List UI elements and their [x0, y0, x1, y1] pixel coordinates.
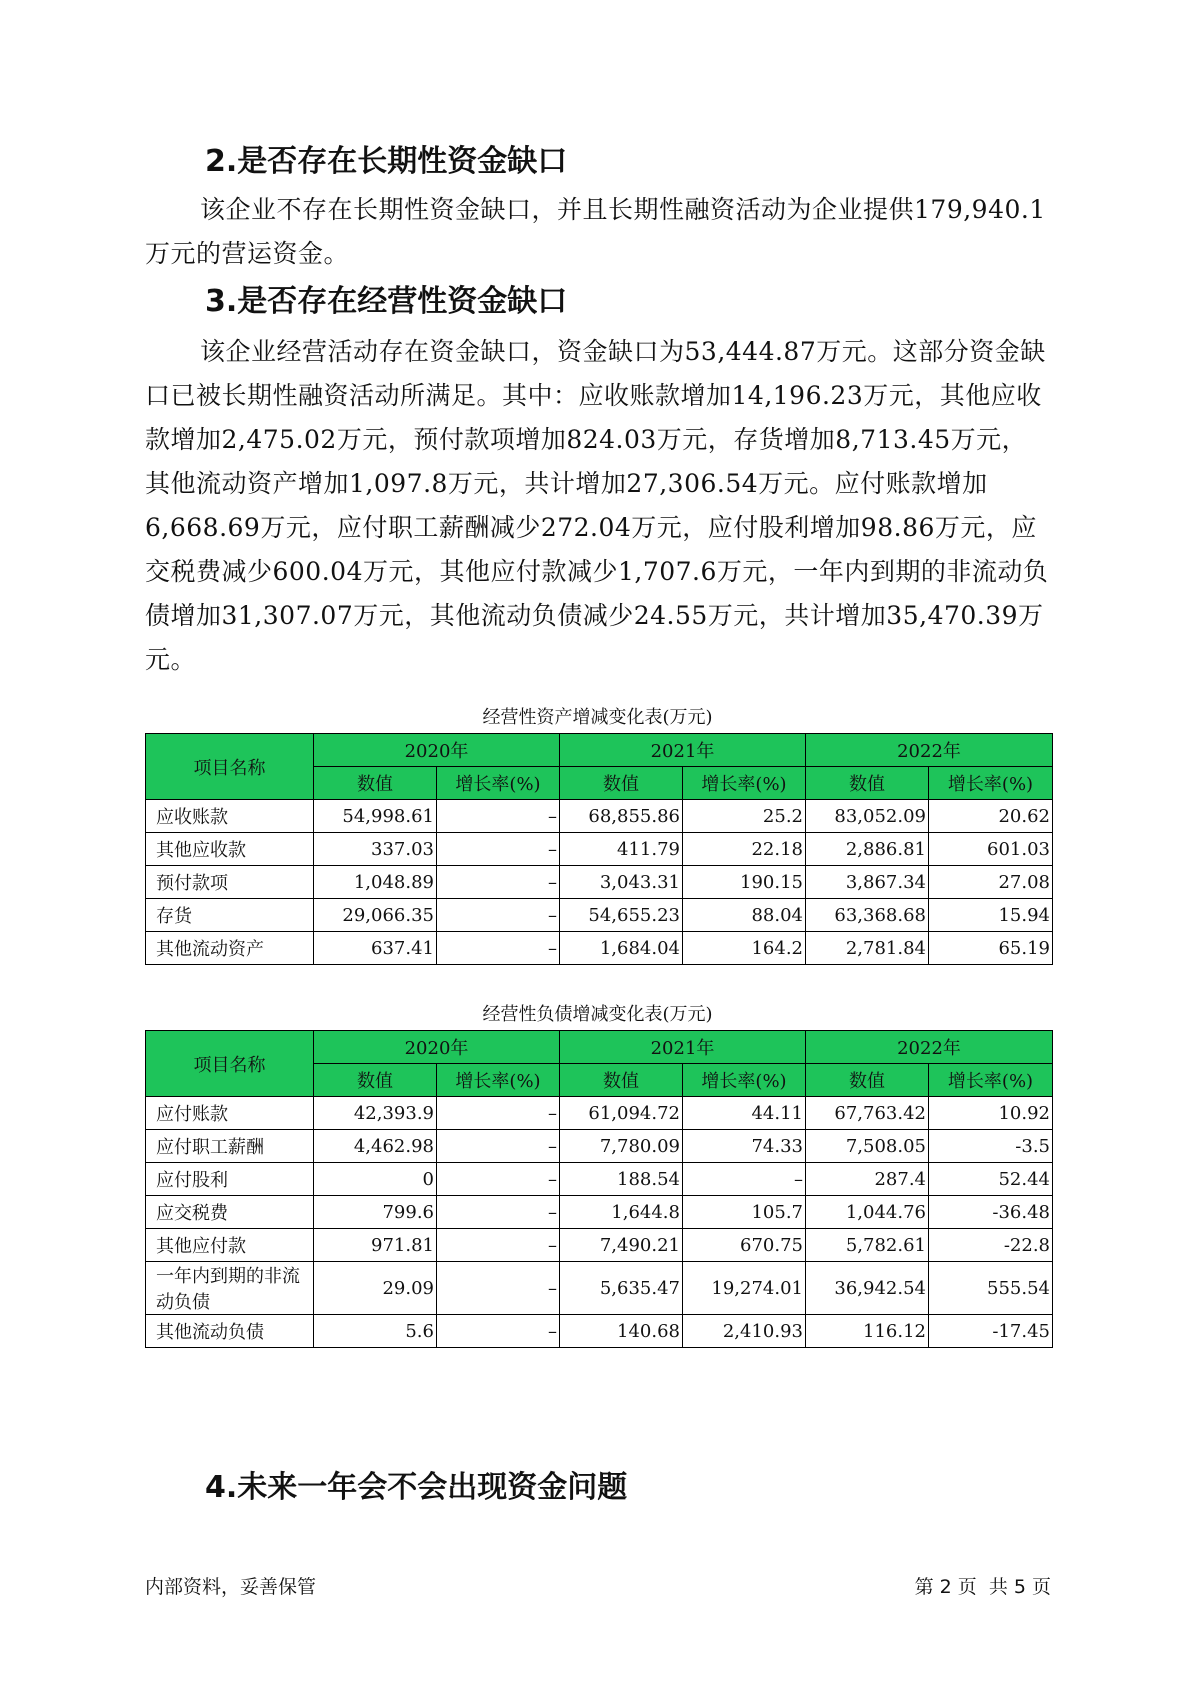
value-cell: 799.6 [314, 1196, 437, 1229]
value-cell: 411.79 [560, 833, 683, 866]
row-label: 一年内到期的非流动负债 [146, 1262, 314, 1315]
table-row [146, 1163, 1053, 1196]
value-cell: 1,644.8 [560, 1196, 683, 1229]
table-row [146, 1196, 1053, 1229]
asset-table-caption: 经营性资产增减变化表(万元) [482, 707, 713, 728]
row-label: 应付股利 [146, 1163, 314, 1196]
table-row [146, 866, 1053, 899]
growth-cell: – [437, 1262, 560, 1315]
growth-cell: 2,410.93 [683, 1315, 806, 1348]
growth-cell: 190.15 [683, 866, 806, 899]
header-growth: 增长率(%) [437, 767, 560, 800]
header-year: 2020年 [314, 734, 560, 767]
liability-table-caption: 经营性负债增减变化表(万元) [482, 1004, 713, 1025]
value-cell: 188.54 [560, 1163, 683, 1196]
value-cell: 42,393.9 [314, 1097, 437, 1130]
growth-cell: 601.03 [929, 833, 1053, 866]
value-cell: 5.6 [314, 1315, 437, 1348]
header-year: 2020年 [314, 1031, 560, 1064]
value-cell: 29.09 [314, 1262, 437, 1315]
section-heading-3: 3.是否存在经营性资金缺口 [205, 284, 568, 319]
value-cell: 287.4 [806, 1163, 929, 1196]
value-cell: 36,942.54 [806, 1262, 929, 1315]
row-label: 应交税费 [146, 1196, 314, 1229]
table-row [146, 1315, 1053, 1348]
liability-change-table [145, 1030, 1053, 1348]
row-label: 存货 [146, 899, 314, 932]
header-value: 数值 [314, 767, 437, 800]
header-value: 数值 [314, 1064, 437, 1097]
table-row [146, 899, 1053, 932]
growth-cell: 670.75 [683, 1229, 806, 1262]
growth-cell: 555.54 [929, 1262, 1053, 1315]
asset-change-table [145, 733, 1053, 965]
growth-cell: 27.08 [929, 866, 1053, 899]
growth-cell: – [437, 1163, 560, 1196]
growth-cell: 25.2 [683, 800, 806, 833]
table-row [146, 800, 1053, 833]
footer-confidential-note: 内部资料，妥善保管 [145, 1576, 317, 1598]
row-label: 其他应付款 [146, 1229, 314, 1262]
growth-cell: – [437, 1196, 560, 1229]
value-cell: 63,368.68 [806, 899, 929, 932]
growth-cell: 164.2 [683, 932, 806, 965]
value-cell: 1,684.04 [560, 932, 683, 965]
growth-cell: 65.19 [929, 932, 1053, 965]
value-cell: 337.03 [314, 833, 437, 866]
value-cell: 3,043.31 [560, 866, 683, 899]
table-row [146, 833, 1053, 866]
table-row [146, 1229, 1053, 1262]
row-label: 应付账款 [146, 1097, 314, 1130]
paragraph-operating-gap: 该企业经营活动存在资金缺口，资金缺口为53,444.87万元。这部分资金缺口已被长期性融资活动所满足。其中：应收账款增加14,196.23万元，其他应收款增加2,475.02万元，预付款项增加824.03万元，存货增加8,713.45万元，其他流动资产增加1,097.8万元，共计增加27,306.54万元。应付账款增加6,668.69万元，应付职工薪酬减少272.04万元，应付股利增加98.86万元，应交税费减少600.04万元，其他应付款减少1,707.6万元，一年内到期的非流动负债增加31,307.07万元，其他流动负债减少24.55万元，共计增加35,470.39万元。 [145, 337, 1049, 674]
growth-cell: -17.45 [929, 1315, 1053, 1348]
section-heading-4: 4.未来一年会不会出现资金问题 [205, 1470, 628, 1505]
value-cell: 971.81 [314, 1229, 437, 1262]
growth-cell: -22.8 [929, 1229, 1053, 1262]
value-cell: 1,044.76 [806, 1196, 929, 1229]
header-value: 数值 [806, 767, 929, 800]
value-cell: 116.12 [806, 1315, 929, 1348]
growth-cell: – [437, 866, 560, 899]
growth-cell: -3.5 [929, 1130, 1053, 1163]
header-year: 2022年 [806, 734, 1053, 767]
header-value: 数值 [560, 1064, 683, 1097]
value-cell: 67,763.42 [806, 1097, 929, 1130]
growth-cell: – [437, 1097, 560, 1130]
header-growth: 增长率(%) [437, 1064, 560, 1097]
growth-cell: – [437, 1130, 560, 1163]
growth-cell: – [437, 1315, 560, 1348]
table-row [146, 1097, 1053, 1130]
value-cell: 54,655.23 [560, 899, 683, 932]
header-growth: 增长率(%) [683, 1064, 806, 1097]
growth-cell: – [437, 1229, 560, 1262]
value-cell: 5,782.61 [806, 1229, 929, 1262]
growth-cell: – [437, 932, 560, 965]
table-row [146, 1262, 1053, 1315]
header-value: 数值 [560, 767, 683, 800]
row-label: 预付款项 [146, 866, 314, 899]
value-cell: 54,998.61 [314, 800, 437, 833]
value-cell: 2,781.84 [806, 932, 929, 965]
value-cell: 29,066.35 [314, 899, 437, 932]
value-cell: 3,867.34 [806, 866, 929, 899]
value-cell: 61,094.72 [560, 1097, 683, 1130]
header-growth: 增长率(%) [683, 767, 806, 800]
section-heading-2: 2.是否存在长期性资金缺口 [205, 144, 568, 179]
value-cell: 7,508.05 [806, 1130, 929, 1163]
growth-cell: 74.33 [683, 1130, 806, 1163]
row-label: 其他流动负债 [146, 1315, 314, 1348]
table-row [146, 1130, 1053, 1163]
header-growth: 增长率(%) [929, 1064, 1053, 1097]
value-cell: 1,048.89 [314, 866, 437, 899]
growth-cell: 15.94 [929, 899, 1053, 932]
row-label: 其他应收款 [146, 833, 314, 866]
page-number: 第 2 页 共 5 页 [914, 1576, 1051, 1598]
growth-cell: 20.62 [929, 800, 1053, 833]
header-year: 2021年 [560, 734, 806, 767]
growth-cell: 88.04 [683, 899, 806, 932]
header-item-name: 项目名称 [146, 1031, 314, 1097]
row-label: 应收账款 [146, 800, 314, 833]
value-cell: 140.68 [560, 1315, 683, 1348]
value-cell: 4,462.98 [314, 1130, 437, 1163]
growth-cell: – [437, 833, 560, 866]
header-item-name: 项目名称 [146, 734, 314, 800]
header-growth: 增长率(%) [929, 767, 1053, 800]
value-cell: 2,886.81 [806, 833, 929, 866]
value-cell: 7,780.09 [560, 1130, 683, 1163]
value-cell: 637.41 [314, 932, 437, 965]
value-cell: 83,052.09 [806, 800, 929, 833]
paragraph-long-term-gap: 该企业不存在长期性资金缺口，并且长期性融资活动为企业提供179,940.1万元的营运资金。 [145, 195, 1046, 268]
growth-cell: 52.44 [929, 1163, 1053, 1196]
header-year: 2022年 [806, 1031, 1053, 1064]
row-label: 应付职工薪酬 [146, 1130, 314, 1163]
growth-cell: 19,274.01 [683, 1262, 806, 1315]
growth-cell: 10.92 [929, 1097, 1053, 1130]
value-cell: 5,635.47 [560, 1262, 683, 1315]
header-year: 2021年 [560, 1031, 806, 1064]
growth-cell: – [683, 1163, 806, 1196]
row-label: 其他流动资产 [146, 932, 314, 965]
header-value: 数值 [806, 1064, 929, 1097]
value-cell: 7,490.21 [560, 1229, 683, 1262]
growth-cell: 105.7 [683, 1196, 806, 1229]
growth-cell: – [437, 899, 560, 932]
growth-cell: – [437, 800, 560, 833]
growth-cell: -36.48 [929, 1196, 1053, 1229]
value-cell: 68,855.86 [560, 800, 683, 833]
growth-cell: 22.18 [683, 833, 806, 866]
growth-cell: 44.11 [683, 1097, 806, 1130]
value-cell: 0 [314, 1163, 437, 1196]
table-row [146, 932, 1053, 965]
